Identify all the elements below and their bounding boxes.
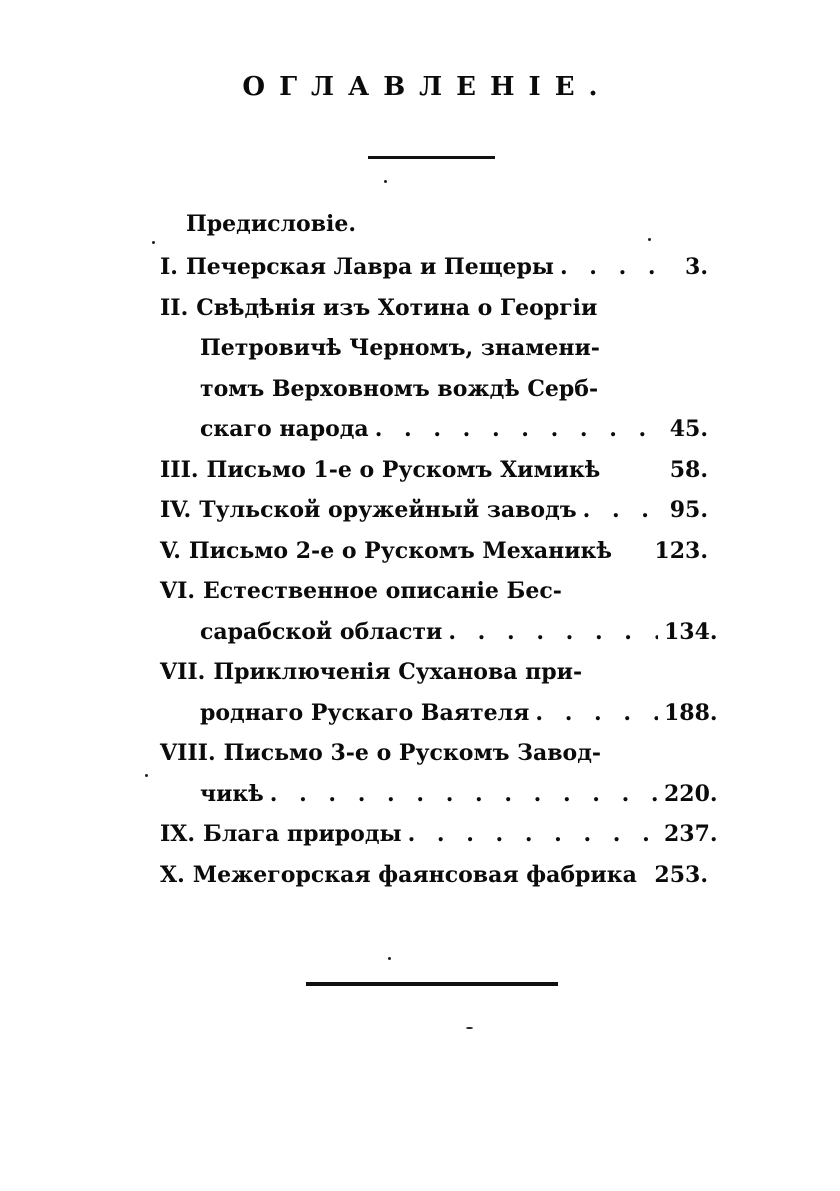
entry-page: 237. bbox=[664, 821, 718, 847]
ink-speck bbox=[466, 1027, 473, 1029]
page-title: ОГЛАВЛЕНІЕ. bbox=[242, 72, 612, 102]
leader-dots bbox=[560, 247, 658, 288]
ink-speck bbox=[388, 957, 391, 960]
entry-title: Письмо 2-е о Рускомъ Механикѣ bbox=[188, 537, 612, 564]
toc-entry-2 bbox=[160, 288, 708, 450]
bottom-rule bbox=[306, 982, 558, 986]
entry-number: X. bbox=[160, 861, 185, 888]
entry-number: VI. bbox=[160, 578, 196, 604]
entry-page: 188. bbox=[664, 699, 718, 726]
entry-page: 95. bbox=[669, 497, 708, 523]
entry-title: Тульской оружейный заводъ bbox=[199, 497, 577, 523]
toc-entry-8 bbox=[160, 733, 718, 814]
leader-dots bbox=[535, 693, 658, 734]
leader-dots bbox=[583, 490, 658, 531]
toc-entry-6 bbox=[160, 571, 718, 652]
ink-speck bbox=[145, 774, 148, 777]
toc-entry-3 bbox=[160, 450, 708, 491]
table-of-contents bbox=[160, 207, 718, 895]
leader-dots bbox=[375, 409, 658, 450]
toc-entry-7 bbox=[160, 652, 718, 733]
toc-entry-4 bbox=[160, 490, 708, 531]
entry-title: Межегорская фаянсовая фабрика bbox=[192, 861, 637, 888]
entry-title-continued: чикѣ bbox=[200, 780, 264, 807]
entry-page: 220. bbox=[664, 780, 718, 807]
entry-page: 253. bbox=[654, 861, 708, 888]
entry-number: II. bbox=[160, 294, 189, 321]
entry-title-continued: сарабской области bbox=[200, 618, 443, 645]
leader-dots bbox=[408, 814, 658, 855]
entry-title: Естественное описаніе Бес- bbox=[203, 578, 562, 604]
entry-title: Письмо 3-е о Рускомъ Завод- bbox=[223, 740, 602, 766]
toc-entry-9 bbox=[160, 814, 718, 855]
entry-number: VII. bbox=[160, 659, 206, 685]
entry-title-continued: роднаго Рускаго Ваятеля bbox=[200, 699, 530, 726]
entry-title-continued: томъ Верховномъ вождѣ Серб- bbox=[200, 375, 599, 402]
entry-page: 45. bbox=[669, 416, 708, 442]
entry-title-continued: Петровичѣ Черномъ, знамени- bbox=[200, 335, 600, 361]
leader-dots bbox=[448, 612, 658, 653]
toc-entry-10 bbox=[160, 855, 708, 896]
entry-number: IV. bbox=[160, 497, 192, 523]
entry-number: V. bbox=[160, 537, 181, 564]
entry-title: Свѣдѣнія изъ Хотина о Георгіи bbox=[196, 294, 598, 321]
entry-title-continued: скаго народа bbox=[200, 416, 369, 442]
top-rule bbox=[368, 156, 495, 159]
entry-number: IX. bbox=[160, 821, 196, 847]
entry-title: Печерская Лавра и Пещеры bbox=[185, 254, 554, 280]
preface-entry: Предисловіе. bbox=[186, 211, 357, 237]
entry-title: Приключенія Суханова при- bbox=[213, 659, 583, 685]
ink-speck bbox=[152, 241, 155, 244]
entry-page: 3. bbox=[685, 254, 708, 280]
toc-entry-1 bbox=[160, 247, 708, 288]
entry-title: Блага природы bbox=[203, 821, 402, 847]
entry-title: Письмо 1-е о Рускомъ Химикѣ bbox=[206, 456, 601, 483]
entry-number: I. bbox=[160, 254, 178, 280]
entry-number: VIII. bbox=[160, 740, 216, 766]
ink-speck bbox=[384, 180, 387, 183]
entry-page: 58. bbox=[669, 456, 708, 483]
entry-page: 134. bbox=[664, 618, 718, 645]
entry-page: 123. bbox=[654, 537, 708, 564]
leader-dots bbox=[270, 774, 658, 815]
entry-number: III. bbox=[160, 456, 199, 483]
toc-entry-5 bbox=[160, 531, 708, 572]
